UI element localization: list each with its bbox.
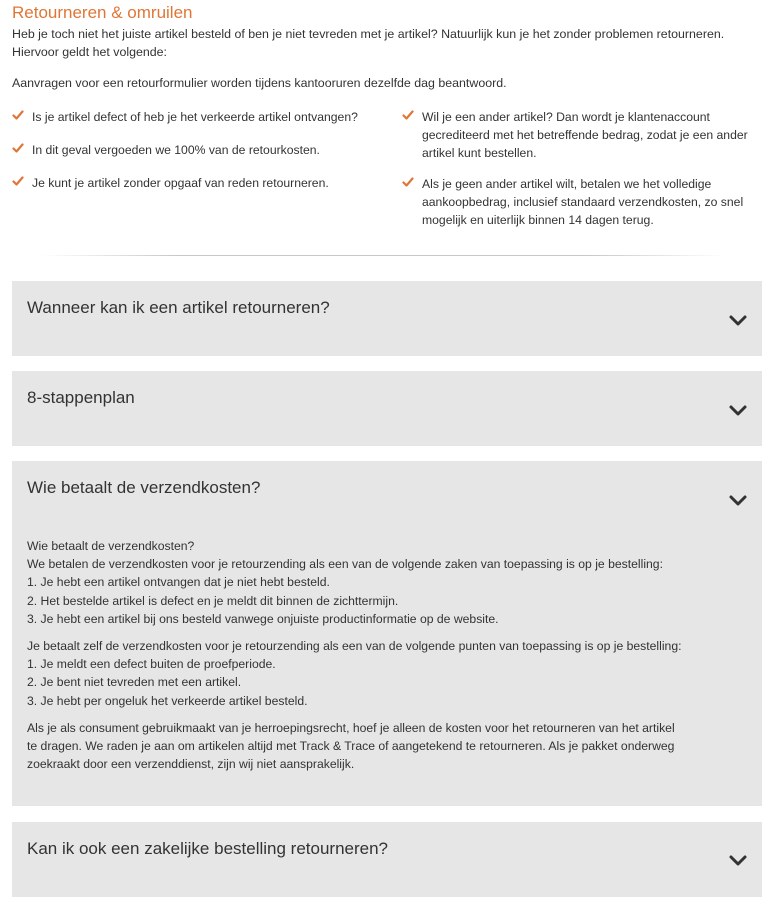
section-title: Retourneren & omruilen bbox=[12, 3, 193, 22]
list-item bbox=[12, 108, 382, 126]
accordion-title[interactable]: 8-stappenplan bbox=[27, 388, 135, 407]
body-line: zoekraakt door een verzenddienst, zijn wij niet aansprakelijk. bbox=[27, 757, 355, 772]
accordion-item-when-return[interactable] bbox=[12, 281, 762, 356]
check-icon bbox=[12, 109, 24, 121]
paragraph-you-pay bbox=[27, 637, 727, 710]
checklist-text: In dit geval vergoeden we 100% van de retourkosten. bbox=[32, 143, 320, 157]
chevron-down-icon[interactable] bbox=[728, 854, 748, 868]
check-icon bbox=[402, 176, 414, 188]
chevron-down-icon[interactable] bbox=[728, 404, 748, 418]
body-line: 3. Je hebt een artikel bij ons besteld vanwege onjuiste productinformatie op de website. bbox=[27, 611, 499, 626]
check-icon bbox=[12, 142, 24, 154]
list-item bbox=[12, 141, 382, 159]
body-line: 1. Je meldt een defect buiten de proefperiode. bbox=[27, 657, 276, 672]
paragraph-consumer-rights bbox=[27, 719, 727, 774]
checklist-text: Wil je een ander artikel? Dan wordt je klantenaccount gecrediteerd met het betreffende bedrag, zodat je een ander artikel kunt bestellen. bbox=[422, 110, 748, 160]
checklist-text: Als je geen ander artikel wilt, betalen we het volledige aankoopbedrag, inclusief standaard verzendkosten, zo snel mogelijk en uiterlijk binnen 14 dagen terug. bbox=[422, 177, 744, 227]
intro-text: Heb je toch niet het juiste artikel besteld of ben je niet tevreden met je artikel? Natuurlijk kun je het zonder problemen retourneren. Hiervoor geldt het volgende: bbox=[12, 27, 725, 59]
accordion-title[interactable]: Wie betaalt de verzendkosten? bbox=[27, 478, 261, 497]
body-line: 2. Het bestelde artikel is defect en je meldt dit binnen de zichttermijn. bbox=[27, 593, 399, 608]
accordion-item-business-return[interactable] bbox=[12, 822, 762, 897]
checklist-text: Is je artikel defect of heb je het verkeerde artikel ontvangen? bbox=[32, 110, 358, 124]
body-line: Je betaalt zelf de verzendkosten voor je retourzending als een van de volgende punten van toepassing is op je bestelling: bbox=[27, 639, 682, 654]
check-icon bbox=[12, 175, 24, 187]
chevron-down-icon[interactable] bbox=[728, 494, 748, 508]
accordion-item-shipping-costs[interactable] bbox=[12, 461, 762, 806]
checklist-left bbox=[12, 108, 382, 207]
body-line: Als je als consument gebruikmaakt van je herroepingsrecht, hoef je alleen de kosten voor het retourneren van het artikel bbox=[27, 720, 675, 735]
accordion-title[interactable]: Wanneer kan ik een artikel retourneren? bbox=[27, 298, 330, 317]
accordion-item-8-step-plan[interactable] bbox=[12, 371, 762, 446]
chevron-down-icon[interactable] bbox=[728, 314, 748, 328]
body-line: te dragen. We raden je aan om artikelen altijd met Track & Trace of aangetekend te retourneren. Als je pakket onderweg bbox=[27, 739, 675, 754]
accordion-title[interactable]: Kan ik ook een zakelijke bestelling retourneren? bbox=[27, 839, 389, 858]
accordion-body bbox=[27, 537, 727, 782]
check-icon bbox=[402, 109, 414, 121]
body-line: 1. Je hebt een artikel ontvangen dat je niet hebt besteld. bbox=[27, 575, 330, 590]
list-item bbox=[402, 175, 752, 229]
body-line: 2. Je bent niet tevreden met een artikel. bbox=[27, 675, 242, 690]
checklist-right bbox=[402, 108, 752, 242]
body-line: We betalen de verzendkosten voor je retourzending als een van de volgende zaken van toepassing is op je bestelling: bbox=[27, 557, 663, 572]
body-line: 3. Je hebt per ongeluk het verkeerde artikel besteld. bbox=[27, 693, 308, 708]
checklist-text: Je kunt je artikel zonder opgaaf van reden retourneren. bbox=[32, 176, 329, 190]
list-item bbox=[402, 108, 752, 162]
paragraph-we-pay bbox=[27, 537, 727, 628]
section-divider bbox=[40, 255, 726, 256]
notice-text: Aanvragen voor een retourformulier worden tijdens kantooruren dezelfde dag beantwoord. bbox=[12, 76, 507, 90]
list-item bbox=[12, 174, 382, 192]
body-line: Wie betaalt de verzendkosten? bbox=[27, 539, 195, 553]
